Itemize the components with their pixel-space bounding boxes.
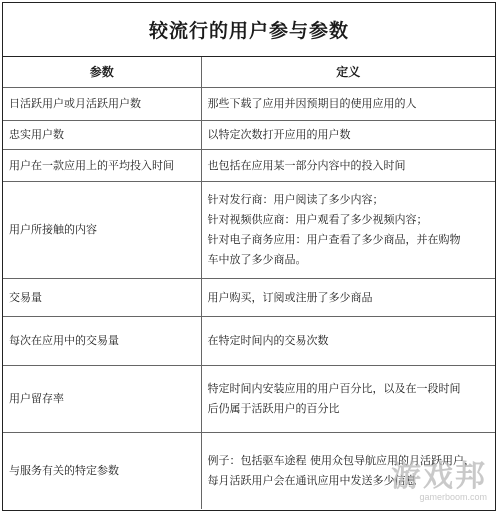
row-param: 用户所接触的内容 — [3, 182, 201, 279]
row-param: 用户留存率 — [3, 366, 201, 433]
table-row — [3, 88, 495, 121]
engagement-metrics-sheet — [2, 2, 496, 511]
row-param: 用户在一款应用上的平均投入时间 — [3, 150, 201, 182]
table-row — [3, 279, 495, 317]
row-definition: 特定时间内安装应用的用户百分比，以及在一段时间 后仍属于活跃用户的百分比 — [201, 366, 495, 433]
table-row — [3, 150, 495, 182]
row-definition: 在特定时间内的交易次数 — [201, 317, 495, 366]
row-definition: 用户购买，订阅或注册了多少商品 — [201, 279, 495, 317]
row-param: 交易量 — [3, 279, 201, 317]
table-header-row — [3, 57, 495, 88]
table-row — [3, 433, 495, 509]
table-row — [3, 182, 495, 279]
watermark-main: 游戏邦 — [391, 459, 487, 494]
row-definition: 针对发行商：用户阅读了多少内容； 针对视频供应商：用户观看了多少视频内容； 针对电子商务应用：用户查看了多少商品，并在购物 车中放了多少商品。 — [201, 182, 495, 279]
table-row — [3, 121, 495, 150]
metrics-table — [3, 57, 495, 509]
row-param: 忠实用户数 — [3, 121, 201, 150]
row-definition: 也包括在应用某一部分内容中的投入时间 — [201, 150, 495, 182]
header-param: 参数 — [3, 57, 201, 88]
row-definition: 那些下载了应用并因预期目的使用应用的人 — [201, 88, 495, 121]
table-row — [3, 317, 495, 366]
row-param: 日活跃用户或月活跃用户数 — [3, 88, 201, 121]
row-param: 每次在应用中的交易量 — [3, 317, 201, 366]
header-definition: 定义 — [201, 57, 495, 88]
row-definition: 例子：包括驱车途程 使用众包导航应用的月活跃用户， 每月活跃用户会在通讯应用中发送多少信息 — [201, 433, 495, 509]
table-title: 较流行的用户参与参数 — [3, 3, 495, 57]
row-param: 与服务有关的特定参数 — [3, 433, 201, 509]
row-definition: 以特定次数打开应用的用户数 — [201, 121, 495, 150]
table-row — [3, 366, 495, 433]
watermark-sub: gamerboom.com — [419, 492, 487, 502]
